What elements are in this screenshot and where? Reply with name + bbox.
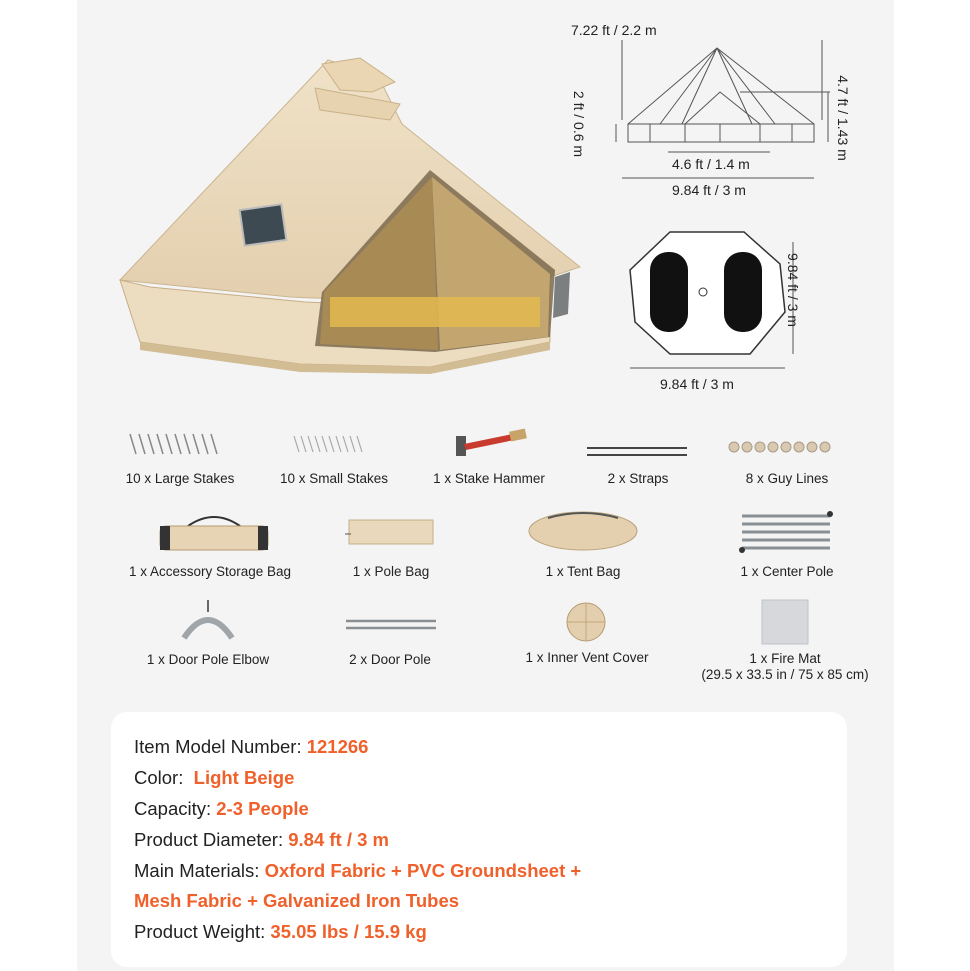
- accessory-large-stakes: 10 x Large Stakes: [125, 471, 235, 486]
- accessory-straps: 2 x Straps: [607, 471, 669, 486]
- vent-cover-icon: [566, 602, 606, 642]
- spec-materials: Main Materials: Oxford Fabric + PVC Groundsheet +: [134, 860, 582, 881]
- fire-mat-icon: [762, 600, 808, 644]
- base-width-label: 9.84 ft / 3 m: [672, 182, 746, 198]
- accessory-storage-bag: 1 x Accessory Storage Bag: [128, 564, 292, 579]
- tent-bag-icon: [528, 510, 638, 552]
- guy-lines-icon: [728, 436, 830, 458]
- door-pole-icon: [346, 618, 436, 632]
- floor-depth-label: 9.84 ft / 3 m: [784, 253, 801, 327]
- straps-icon: [587, 446, 687, 458]
- spec-materials-continued: Mesh Fabric + Galvanized Iron Tubes: [134, 890, 460, 911]
- pole-bag-icon: [345, 518, 435, 546]
- accessory-door-pole-elbow: 1 x Door Pole Elbow: [146, 652, 270, 667]
- accessory-center-pole: 1 x Center Pole: [740, 564, 834, 579]
- small-stakes-icon: [292, 434, 362, 454]
- hammer-icon: [452, 428, 527, 458]
- wall-height-label: 2 ft / 0.6 m: [571, 90, 588, 158]
- floor-width-label: 9.84 ft / 3 m: [660, 376, 734, 392]
- total-height-label: 4.7 ft / 1.43 m: [834, 75, 851, 161]
- top-width-label: 7.22 ft / 2.2 m: [571, 22, 657, 38]
- spec-weight: Product Weight: 35.05 lbs / 15.9 kg: [134, 921, 427, 942]
- accessory-pole-bag: 1 x Pole Bag: [352, 564, 430, 579]
- accessory-tent-bag: 1 x Tent Bag: [545, 564, 621, 579]
- spec-capacity: Capacity: 2-3 People: [134, 798, 309, 819]
- storage-bag-icon: [158, 512, 270, 552]
- spec-model-number: Item Model Number: 121266: [134, 736, 369, 757]
- floor-plan-diagram: [630, 232, 810, 372]
- specs-card: [111, 712, 847, 967]
- accessory-stake-hammer: 1 x Stake Hammer: [433, 471, 545, 486]
- accessory-small-stakes: 10 x Small Stakes: [279, 471, 389, 486]
- accessory-door-pole: 2 x Door Pole: [349, 652, 431, 667]
- door-width-label: 4.6 ft / 1.4 m: [672, 156, 750, 172]
- accessory-fire-mat: 1 x Fire Mat (29.5 x 33.5 in / 75 x 85 cm): [701, 651, 869, 682]
- spec-diameter: Product Diameter: 9.84 ft / 3 m: [134, 829, 389, 850]
- door-pole-elbow-icon: [180, 600, 236, 640]
- spec-color: Color: Light Beige: [134, 767, 295, 788]
- accessory-inner-vent-cover: 1 x Inner Vent Cover: [525, 650, 649, 665]
- tent-illustration: [110, 52, 590, 372]
- accessory-guy-lines: 8 x Guy Lines: [745, 471, 829, 486]
- large-stakes-icon: [128, 432, 218, 456]
- center-pole-icon: [738, 508, 834, 556]
